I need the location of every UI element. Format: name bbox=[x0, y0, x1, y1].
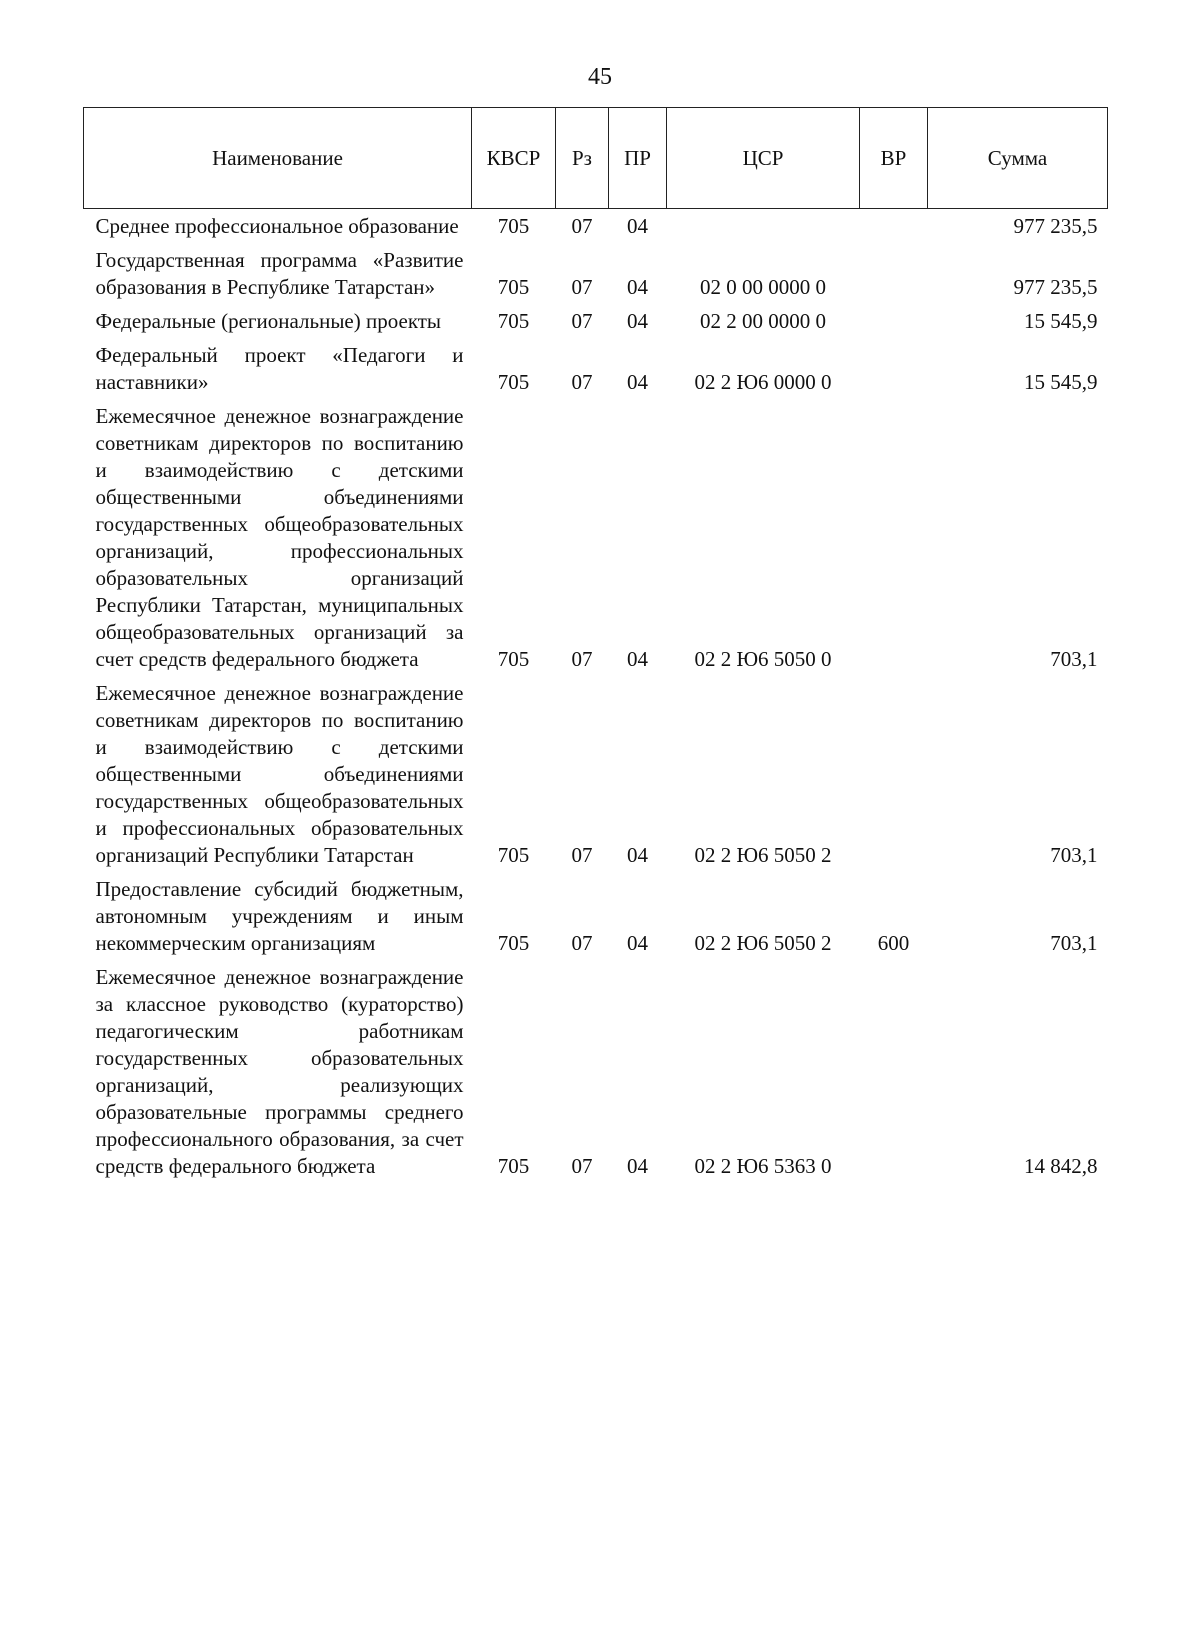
row-name: Ежемесячное денежное вознаграждение за классное руководство (кураторство) педагогическим работникам государственных образовательных организаций, реализующих образовательные программы среднего профессионального образования, за счет средств федерального бюджета bbox=[95, 965, 464, 1178]
row-vr bbox=[860, 243, 928, 304]
row-kvsr: 705 bbox=[497, 1154, 530, 1178]
row-csr: 02 2 Ю6 5363 0 bbox=[694, 1154, 832, 1178]
row-name: Ежемесячное денежное вознаграждение советникам директоров по воспитанию и взаимодействию с детскими общественными объединениями государственных общеобразовательных и профессиональных образовательных организаций Республики Татарстан bbox=[95, 681, 464, 867]
row-csr: 02 2 Ю6 5050 0 bbox=[694, 647, 832, 671]
header-row bbox=[84, 108, 1108, 209]
table-row bbox=[84, 243, 1108, 304]
row-csr: 02 2 Ю6 5050 2 bbox=[694, 931, 832, 955]
row-sum: 703,1 bbox=[1050, 843, 1098, 867]
row-csr: 02 2 00 0000 0 bbox=[700, 309, 826, 333]
table-row bbox=[84, 304, 1108, 338]
header-sum: Сумма bbox=[928, 108, 1108, 209]
table-header bbox=[84, 108, 1108, 209]
row-sum: 977 235,5 bbox=[1013, 275, 1098, 299]
header-rz: Рз bbox=[556, 108, 609, 209]
row-kvsr: 705 bbox=[497, 275, 530, 299]
row-vr bbox=[860, 399, 928, 676]
row-sum: 15 545,9 bbox=[1024, 370, 1098, 394]
row-kvsr: 705 bbox=[497, 309, 530, 333]
row-vr: 600 bbox=[877, 931, 910, 955]
page-number: 45 bbox=[588, 64, 612, 90]
row-rz: 07 bbox=[571, 370, 593, 394]
row-sum: 14 842,8 bbox=[1024, 1154, 1098, 1178]
header-vr: ВР bbox=[860, 108, 928, 209]
row-pr: 04 bbox=[627, 647, 648, 671]
row-name: Федеральный проект «Педагоги и наставники» bbox=[95, 343, 464, 394]
table-row bbox=[84, 338, 1108, 399]
row-csr: 02 2 Ю6 0000 0 bbox=[694, 370, 832, 394]
row-sum: 15 545,9 bbox=[1024, 309, 1098, 333]
row-name: Государственная программа «Развитие образования в Республике Татарстан» bbox=[95, 248, 464, 299]
row-vr bbox=[860, 676, 928, 872]
row-pr: 04 bbox=[627, 843, 648, 867]
row-kvsr: 705 bbox=[497, 370, 530, 394]
header-csr: ЦСР bbox=[667, 108, 860, 209]
table-row bbox=[84, 209, 1108, 244]
budget-table bbox=[83, 107, 1108, 1183]
row-rz: 07 bbox=[571, 214, 593, 238]
row-rz: 07 bbox=[571, 843, 593, 867]
row-rz: 07 bbox=[571, 931, 593, 955]
row-rz: 07 bbox=[571, 275, 593, 299]
row-name: Предоставление субсидий бюджетным, автономным учреждениям и иным некоммерческим организациям bbox=[95, 877, 464, 955]
row-name: Ежемесячное денежное вознаграждение советникам директоров по воспитанию и взаимодействию с детскими общественными объединениями государственных общеобразовательных организаций, профессиональных образовательных организаций Республики Татарстан, муниципальных общеобразовательных организаций за счет средств федерального бюджета bbox=[95, 404, 464, 671]
row-pr: 04 bbox=[627, 931, 648, 955]
row-kvsr: 705 bbox=[497, 931, 530, 955]
header-pr: ПР bbox=[609, 108, 667, 209]
row-csr bbox=[667, 209, 860, 244]
row-vr bbox=[860, 338, 928, 399]
row-csr: 02 2 Ю6 5050 2 bbox=[694, 843, 832, 867]
table-row bbox=[84, 676, 1108, 872]
row-sum: 703,1 bbox=[1050, 931, 1098, 955]
row-pr: 04 bbox=[627, 309, 648, 333]
row-vr bbox=[860, 960, 928, 1183]
row-vr bbox=[860, 209, 928, 244]
row-pr: 04 bbox=[627, 275, 648, 299]
row-sum: 703,1 bbox=[1050, 647, 1098, 671]
table-body bbox=[84, 209, 1108, 1184]
row-csr: 02 0 00 0000 0 bbox=[700, 275, 826, 299]
row-rz: 07 bbox=[571, 647, 593, 671]
row-pr: 04 bbox=[627, 370, 648, 394]
row-kvsr: 705 bbox=[497, 843, 530, 867]
header-name: Наименование bbox=[84, 108, 472, 209]
row-pr: 04 bbox=[627, 1154, 648, 1178]
table-row bbox=[84, 872, 1108, 960]
row-rz: 07 bbox=[571, 1154, 593, 1178]
header-kvsr: КВСР bbox=[472, 108, 556, 209]
row-kvsr: 705 bbox=[497, 647, 530, 671]
row-pr: 04 bbox=[627, 214, 648, 238]
row-sum: 977 235,5 bbox=[1013, 214, 1098, 238]
table-row bbox=[84, 960, 1108, 1183]
table-row bbox=[84, 399, 1108, 676]
row-kvsr: 705 bbox=[497, 214, 530, 238]
row-name: Среднее профессиональное образование bbox=[95, 214, 459, 238]
row-vr bbox=[860, 304, 928, 338]
row-rz: 07 bbox=[571, 309, 593, 333]
row-name: Федеральные (региональные) проекты bbox=[95, 309, 442, 333]
